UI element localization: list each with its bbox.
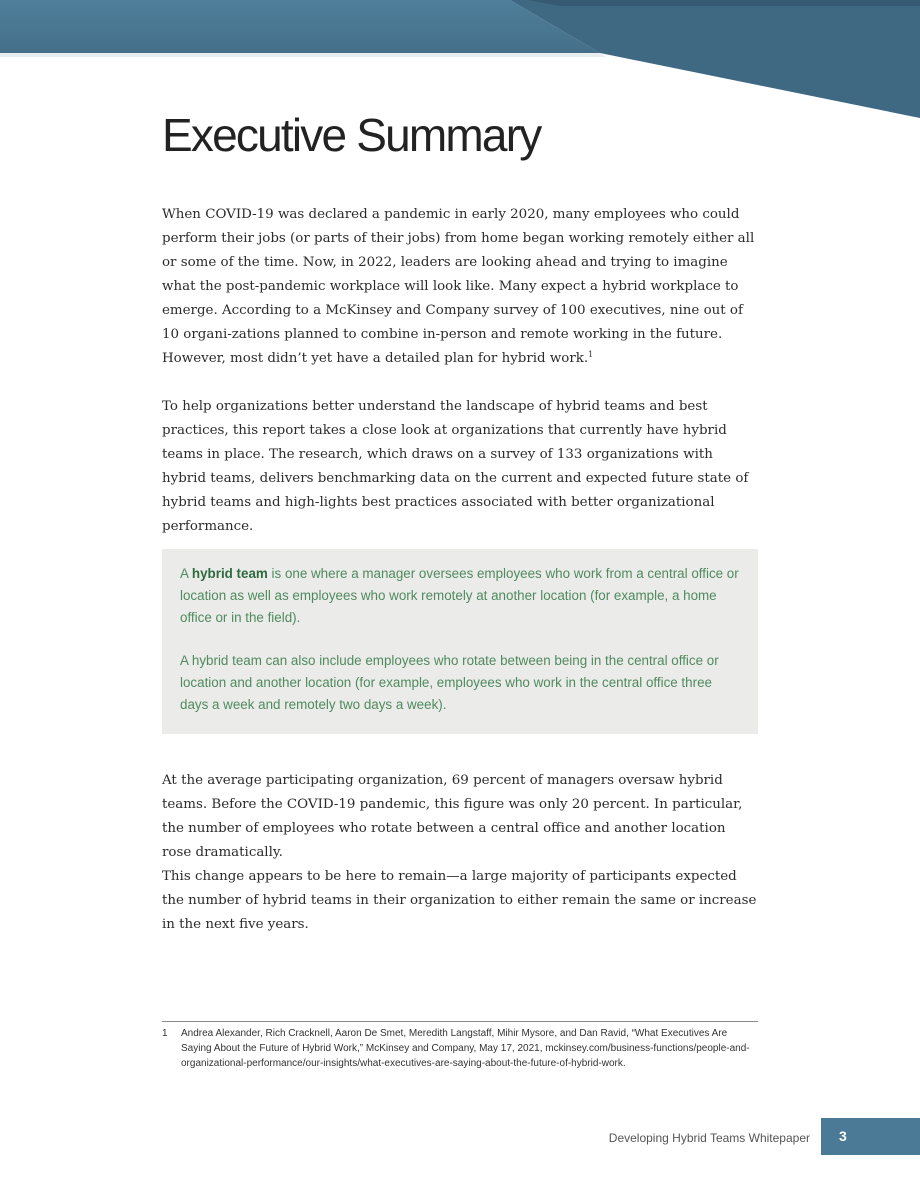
header-band-shadow xyxy=(0,53,606,57)
callout-prefix: A xyxy=(180,566,192,581)
findings-paragraph-2: This change appears to be here to remain—a large majority of participants expected the number of hybrid teams in their organization to either remain the same or increase in the next five years. xyxy=(162,869,757,932)
footnote-number: 1 xyxy=(162,1028,168,1039)
intro-paragraph-1 xyxy=(162,203,758,371)
footnote-ref[interactable]: 1 xyxy=(588,350,594,359)
page-title: Executive Summary xyxy=(162,109,541,161)
footnote xyxy=(162,1026,752,1071)
callout-definition-1 xyxy=(180,563,740,629)
page-number: 3 xyxy=(821,1118,920,1155)
definition-callout xyxy=(162,549,758,734)
header-band-left xyxy=(0,0,600,53)
header-banner xyxy=(0,0,920,120)
callout-definition-2: A hybrid team can also include employees who rotate between being in the central office or location and another location (for example, employees who work in the central office three days a week and remotely two days a week). xyxy=(180,653,719,712)
intro-paragraph-2: To help organizations better understand the landscape of hybrid teams and best practices, this report takes a close look at organizations that currently have hybrid teams in place. The research, which draws on a survey of 133 organizations with hybrid teams, delivers benchmarking data on the current and expected future state of hybrid teams and high-lights best practices associated with better organizational performance. xyxy=(162,399,749,534)
footer-title: Developing Hybrid Teams Whitepaper xyxy=(608,1131,810,1145)
intro-paragraph-1-text: When COVID-19 was declared a pandemic in early 2020, many employees who could perform their jobs (or parts of their jobs) from home began working remotely either all or some of the time. Now, in 2022, leaders are looking ahead and trying to imagine what the post-pandemic workplace will look like. Many expect a hybrid workplace to emerge. According to a McKinsey and Company survey of 100 executives, nine out of 10 organi-zations planned to combine in-person and remote working in the future. However, most didn’t yet have a detailed plan for hybrid work. xyxy=(162,207,755,366)
callout-definition-1-text: is one where a manager oversees employees who work from a central office or location as well as employees who work remotely at another location (for example, a home office or in the field). xyxy=(180,566,739,625)
footnote-text: Andrea Alexander, Rich Cracknell, Aaron De Smet, Meredith Langstaff, Mihir Mysore, and Dan Ravid, “What Executives Are Saying About the Future of Hybrid Work,” McKinsey and Company, May 17, 2021, mckinsey.com/business-functions/people-and-organizational-performance/our-insights/what-executives-are-saying-about-the-future-of-hybrid-work. xyxy=(181,1028,750,1069)
footnote-divider xyxy=(162,1021,758,1022)
findings-paragraph-1: At the average participating organization, 69 percent of managers oversaw hybrid teams. Before the COVID-19 pandemic, this figure was only 20 percent. In particular, the number of employees who rotate between a central office and another location rose dramatically. xyxy=(162,773,743,860)
callout-term: hybrid team xyxy=(191,566,268,581)
header-band-wedge xyxy=(510,0,920,118)
header-band-wedge-edge xyxy=(528,0,920,6)
